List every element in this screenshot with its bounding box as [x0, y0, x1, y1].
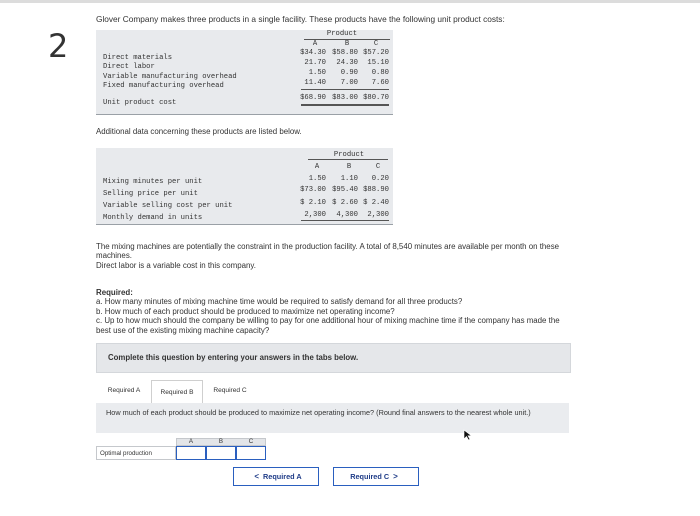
- tab-required-c[interactable]: Required C: [213, 387, 247, 394]
- cell: 11.40: [304, 79, 326, 87]
- question-panel: [96, 403, 569, 433]
- required-section: [96, 288, 626, 335]
- constraint-line-1: The mixing machines are potentially the constraint in the production facility. A total of 8,540 minutes are available per month on these: [96, 242, 560, 251]
- cell: 2,300: [367, 211, 389, 219]
- column-header-b: B: [346, 163, 352, 171]
- constraint-text: [96, 242, 616, 270]
- question-number: 2: [48, 27, 69, 65]
- row-label: Unit product cost: [103, 99, 177, 107]
- column-header-a: A: [188, 438, 194, 445]
- product-group-header: Product: [333, 151, 365, 159]
- cell: 4,300: [336, 211, 358, 219]
- product-data-table: [96, 148, 393, 225]
- column-header-b: B: [218, 438, 224, 445]
- row-label: Variable selling cost per unit: [103, 202, 233, 210]
- cell: 0.90: [340, 69, 358, 77]
- column-header-c: C: [375, 163, 381, 171]
- cell: 7.00: [340, 79, 358, 87]
- cell: $68.90: [300, 94, 326, 102]
- cell: $57.20: [363, 49, 389, 57]
- required-b: b. How much of each product should be produced to maximize net operating income?: [96, 306, 395, 316]
- column-header-b: B: [344, 40, 350, 48]
- row-label: Fixed manufacturing overhead: [103, 82, 224, 90]
- cell: $58.80: [332, 49, 358, 57]
- question-intro: Glover Company makes three products in a single facility. These products have the following unit product costs:: [96, 14, 505, 24]
- required-c-line-2: best use of the existing mixing machine capacity?: [96, 325, 270, 335]
- answer-input-b[interactable]: [206, 446, 236, 460]
- cell: 1.50: [308, 69, 326, 77]
- column-header-c: C: [373, 40, 379, 48]
- column-header-c: C: [248, 438, 254, 445]
- cell: $73.00: [300, 186, 326, 194]
- mouse-cursor-icon: [463, 429, 473, 441]
- row-label: Direct materials: [103, 54, 173, 62]
- column-header-a: A: [314, 163, 320, 171]
- instruction-text: Complete this question by entering your answers in the tabs below.: [108, 353, 359, 362]
- cell: $ 2.40: [363, 199, 389, 207]
- answer-input-c[interactable]: [236, 446, 266, 460]
- row-label: Direct labor: [103, 63, 155, 71]
- cell: $34.30: [300, 49, 326, 57]
- constraint-line-3: Direct labor is a variable cost in this company.: [96, 260, 256, 270]
- prev-required-a-button[interactable]: [233, 467, 319, 486]
- cell: $ 2.10: [300, 199, 326, 207]
- cell: $88.90: [363, 186, 389, 194]
- top-divider: [0, 0, 700, 3]
- row-label: Optimal production: [96, 446, 176, 460]
- additional-data-text: Additional data concerning these products are listed below.: [96, 127, 302, 136]
- tab-required-a[interactable]: Required A: [107, 387, 141, 394]
- row-label: Monthly demand in units: [103, 214, 203, 222]
- cell: $80.70: [363, 94, 389, 102]
- answer-grid: [96, 438, 266, 466]
- required-a: a. How many minutes of mixing machine time would be required to satisfy demand for all three products?: [96, 297, 463, 307]
- cell: $83.00: [332, 94, 358, 102]
- cell: 1.10: [340, 175, 358, 183]
- cell: 0.20: [371, 175, 389, 183]
- required-title: Required:: [96, 288, 133, 297]
- tab-required-b[interactable]: Required B: [151, 380, 203, 404]
- cell: $ 2.60: [332, 199, 358, 207]
- cell: 1.50: [308, 175, 326, 183]
- row-label: Selling price per unit: [103, 190, 198, 198]
- unit-cost-table: [96, 30, 393, 115]
- cell: 24.30: [336, 59, 358, 67]
- instruction-bar: [96, 343, 571, 373]
- column-header-a: A: [312, 40, 318, 48]
- panel-question: How much of each product should be produced to maximize net operating income? (Round final answers to the nearest whole unit.): [106, 408, 531, 417]
- chevron-right-icon: >: [393, 472, 398, 481]
- cell: 21.70: [304, 59, 326, 67]
- answer-input-a[interactable]: [176, 446, 206, 460]
- constraint-line-2: machines.: [96, 251, 132, 261]
- required-c-line-1: c. Up to how much should the company be willing to pay for one additional hour of mixing machine time if the company has made the: [96, 316, 560, 326]
- row-label: Variable manufacturing overhead: [103, 73, 237, 81]
- cell: 2,300: [304, 211, 326, 219]
- row-label: Mixing minutes per unit: [103, 178, 203, 186]
- chevron-left-icon: <: [254, 472, 259, 481]
- next-button-label: Required C: [350, 472, 390, 481]
- cell: 15.10: [367, 59, 389, 67]
- prev-button-label: Required A: [263, 472, 302, 481]
- next-required-c-button[interactable]: [333, 467, 419, 486]
- cell: 0.80: [371, 69, 389, 77]
- cell: 7.60: [371, 79, 389, 87]
- product-group-header: Product: [326, 30, 358, 38]
- cell: $95.40: [332, 186, 358, 194]
